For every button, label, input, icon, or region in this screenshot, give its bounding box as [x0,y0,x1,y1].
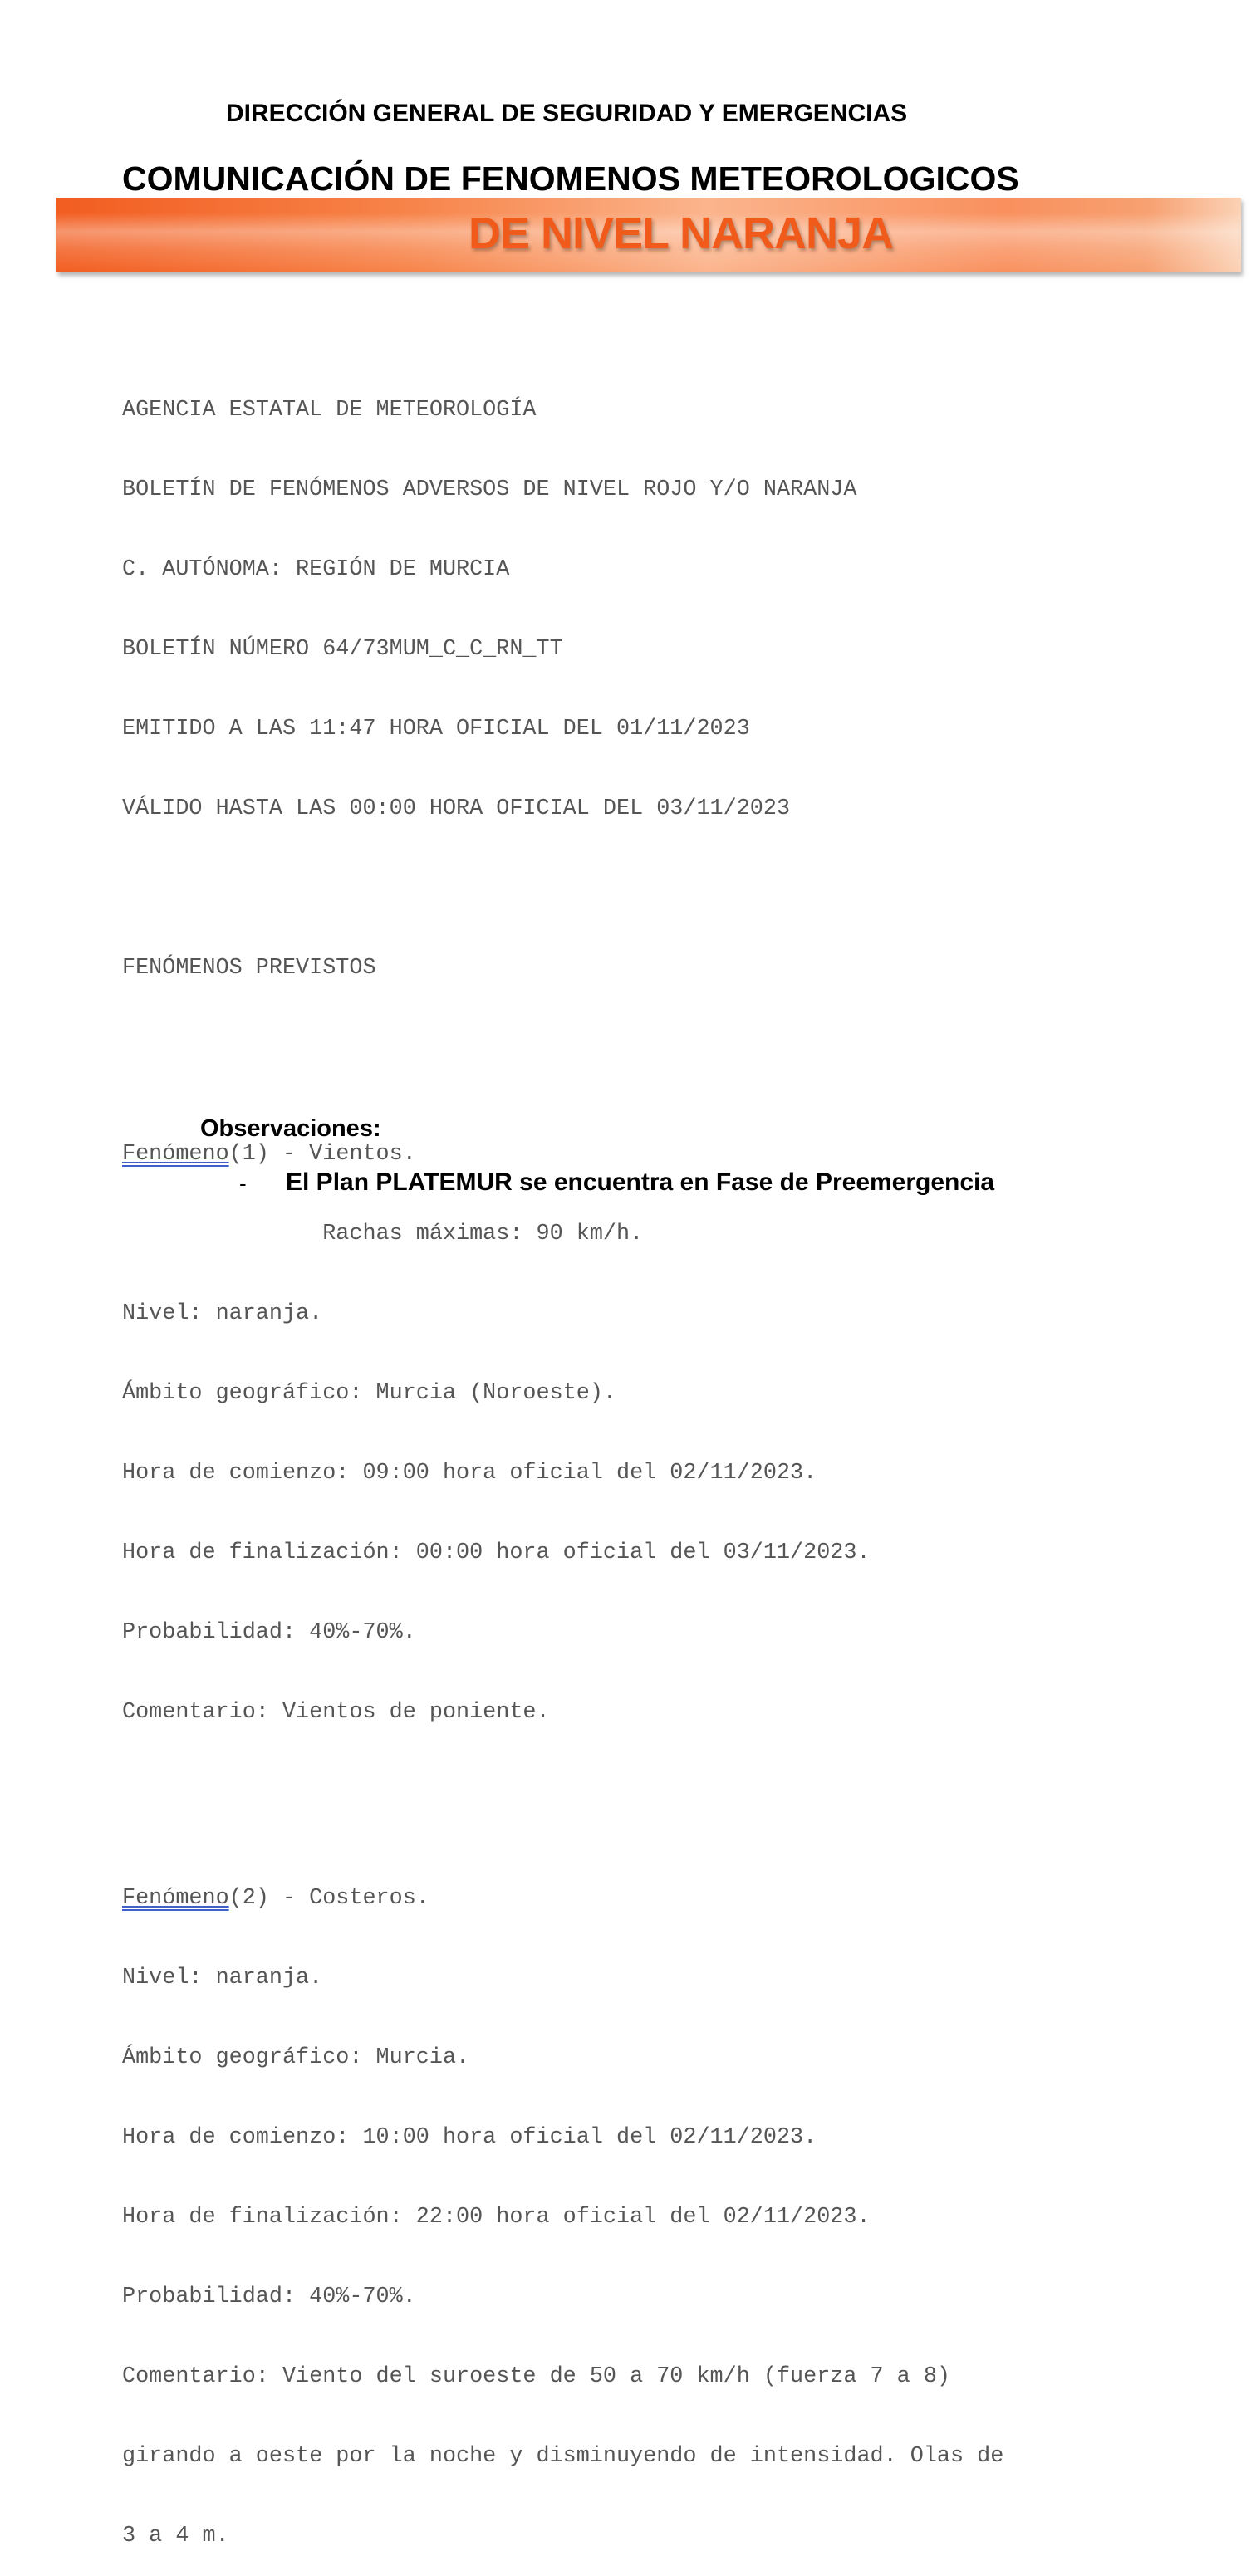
bulletin-type: BOLETÍN DE FENÓMENOS ADVERSOS DE NIVEL ROJO Y/O NARANJA [122,477,857,502]
phenomenon-2-level: Nivel: naranja. [122,1966,323,1991]
spacer [122,1779,1202,1805]
phenomenon-1-end: Hora de finalización: 00:00 hora oficial del 03/11/2023. [122,1540,871,1565]
phenomenon-2-label: Fenómeno [122,1886,229,1911]
phenomenon-1-comment: Comentario: Vientos de poniente. [122,1700,550,1725]
phenomenon-2-end: Hora de finalización: 22:00 hora oficial del 02/11/2023. [122,2205,871,2230]
phenomenon-1-area: Ámbito geográfico: Murcia (Noroeste). [122,1381,616,1406]
phenomenon-2-comment-line-2: girando a oeste por la noche y disminuyendo de intensidad. Olas de [122,2444,1004,2469]
phenomenon-2-title: (2) - Costeros. [228,1886,429,1911]
organization-title: DIRECCIÓN GENERAL DE SEGURIDAD Y EMERGENCIAS [226,100,908,127]
section-heading: FENÓMENOS PREVISTOS [122,956,376,981]
phenomenon-1-probability: Probabilidad: 40%-70%. [122,1620,416,1645]
phenomenon-1-title: (1) - Vientos. [228,1142,416,1167]
bulletin-issued: EMITIDO A LAS 11:47 HORA OFICIAL DEL 01/11/2023 [122,717,750,742]
phenomenon-1-header [122,1141,1202,1168]
phenomenon-1-level: Nivel: naranja. [122,1301,323,1326]
bulletin-agency: AGENCIA ESTATAL DE METEOROLOGÍA [122,398,537,423]
phenomenon-2-comment-line-1: Comentario: Viento del suroeste de 50 a 70 km/h (fuerza 7 a 8) [122,2364,951,2389]
observation-item: El Plan PLATEMUR se encuentra en Fase de Preemergencia [286,1168,995,1196]
bulletin-valid: VÁLIDO HASTA LAS 00:00 HORA OFICIAL DEL 03/11/2023 [122,796,791,821]
phenomenon-2-area: Ámbito geográfico: Murcia. [122,2045,470,2070]
phenomenon-2-start: Hora de comienzo: 10:00 hora oficial del 02/11/2023. [122,2125,817,2150]
phenomenon-1-detail: Rachas máximas: 90 km/h. [122,1222,644,1246]
spacer [122,1035,1202,1061]
observations-heading: Observaciones: [200,1115,381,1142]
spacer [122,875,1202,902]
bulletin-region: C. AUTÓNOMA: REGIÓN DE MURCIA [122,557,510,582]
bulletin-body [122,344,1202,2576]
phenomenon-2-comment-line-3: 3 a 4 m. [122,2524,229,2549]
phenomenon-2-probability: Probabilidad: 40%-70%. [122,2285,416,2309]
alert-level-banner [56,198,1241,272]
document-title: COMUNICACIÓN DE FENOMENOS METEOROLOGICOS [122,159,1019,198]
phenomenon-2-header [122,1885,1202,1912]
phenomenon-1-label: Fenómeno [122,1142,229,1167]
alert-level-text: DE NIVEL NARANJA [469,208,894,258]
phenomenon-1-start: Hora de comienzo: 09:00 hora oficial del 02/11/2023. [122,1461,817,1486]
bulletin-number: BOLETÍN NÚMERO 64/73MUM_C_C_RN_TT [122,637,563,662]
observation-bullet: - [239,1171,247,1196]
